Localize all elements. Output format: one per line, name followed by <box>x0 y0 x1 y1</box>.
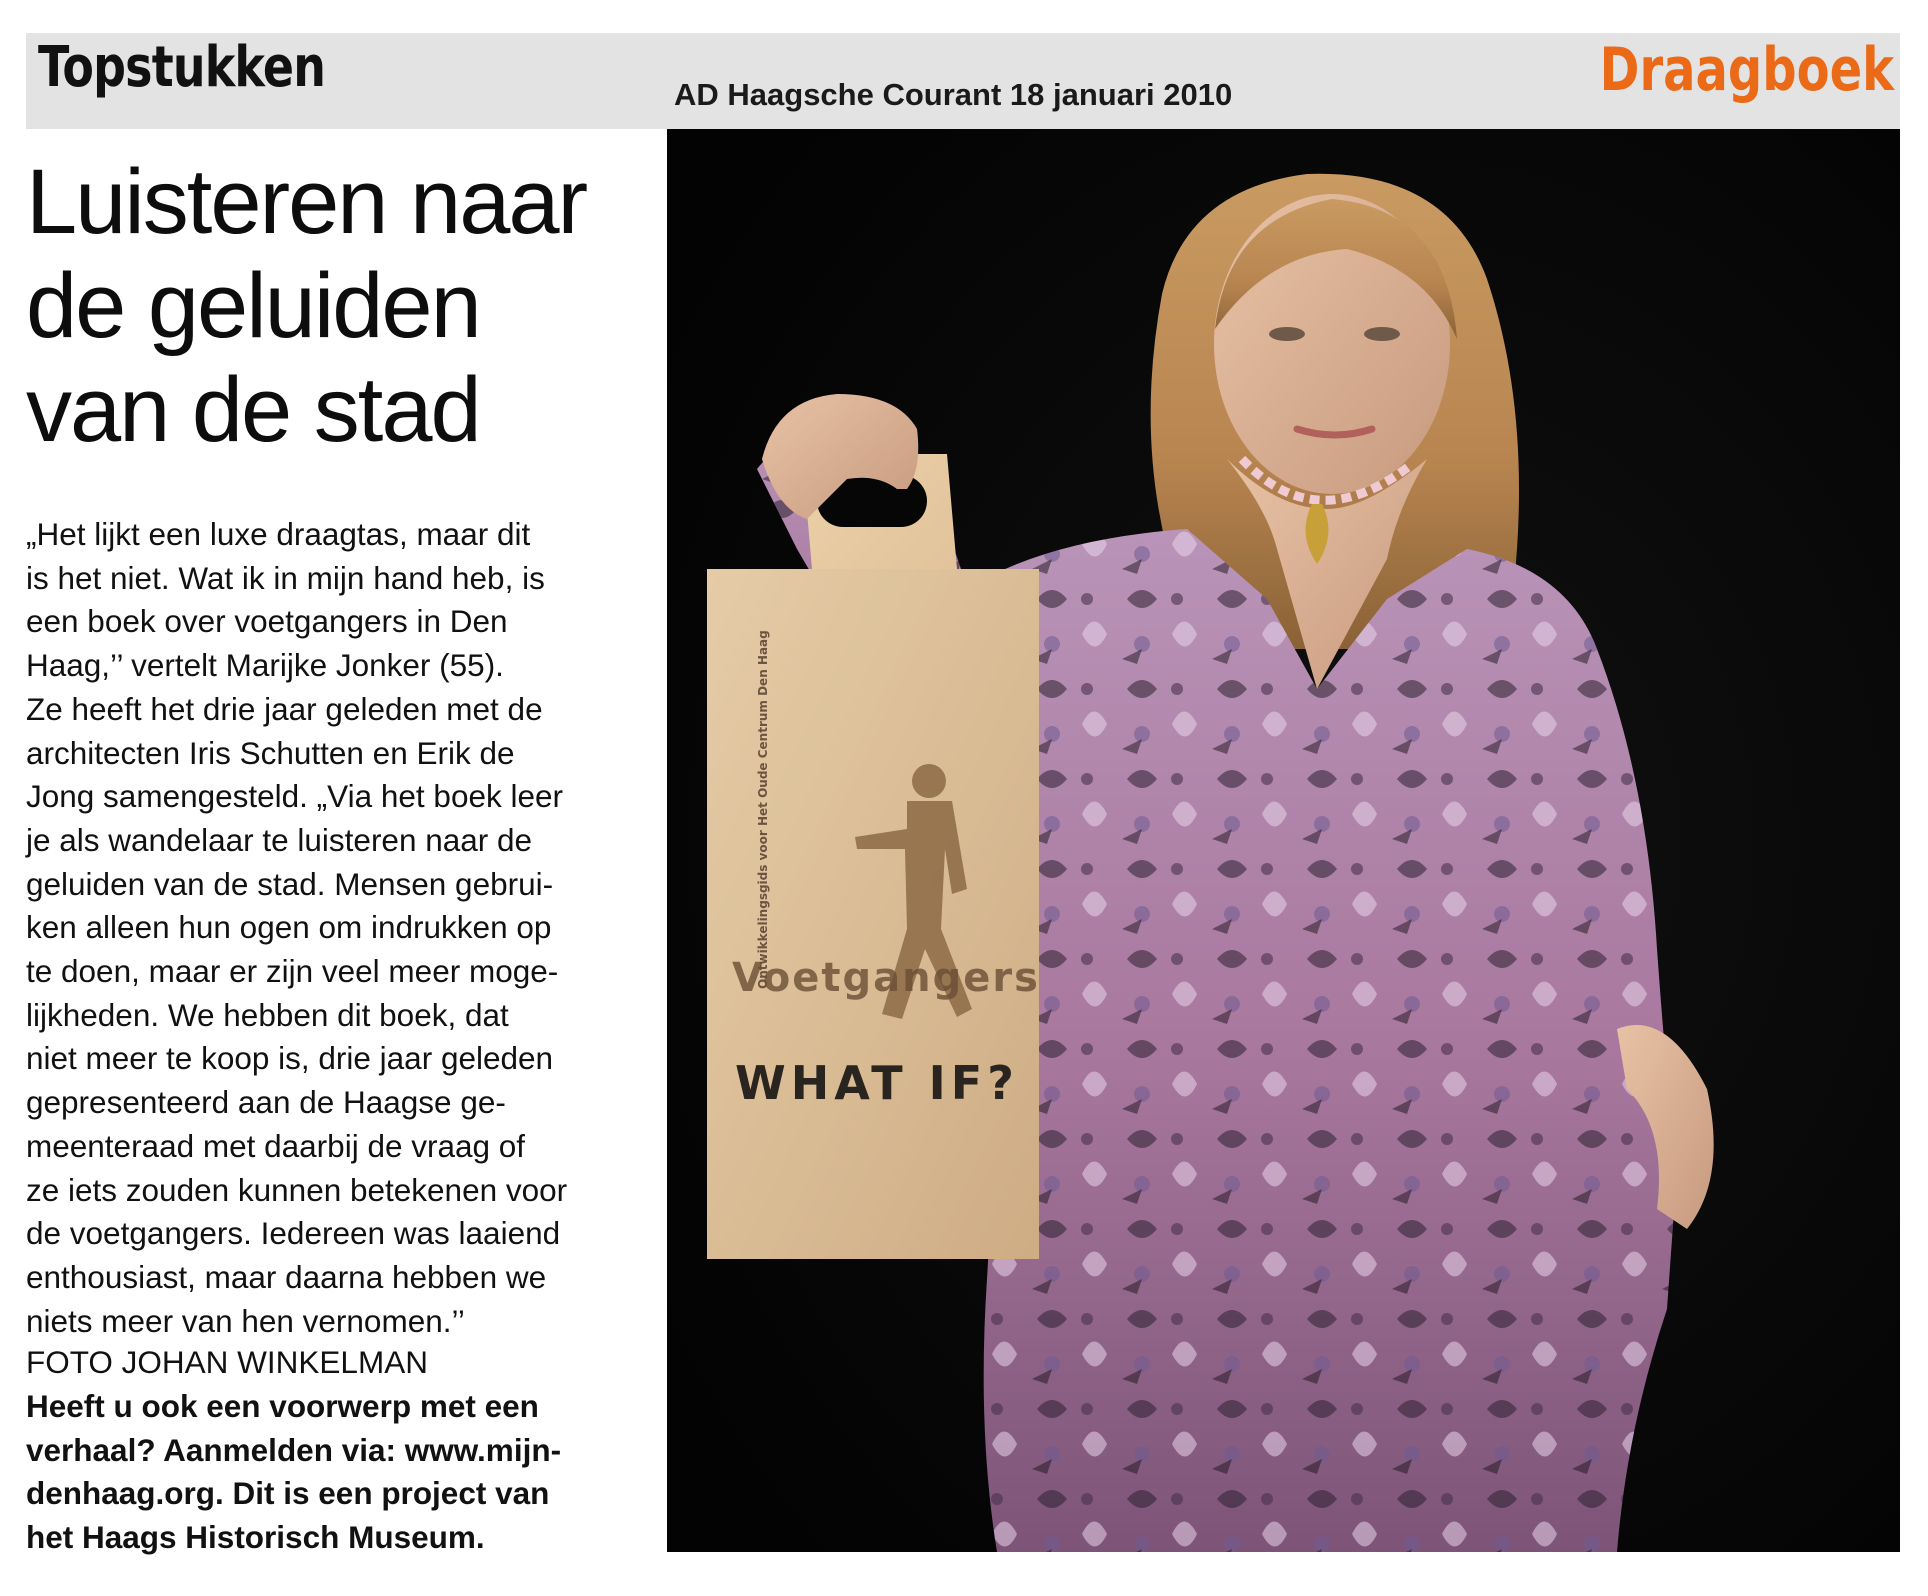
bag-spine-text: Ontwikkelingsgids voor Het Oude Centrum Den Haag <box>756 630 770 989</box>
source-line: AD Haagsche Courant 18 januari 2010 <box>674 77 1233 112</box>
photo-credit: FOTO JOHAN WINKELMAN <box>26 1344 428 1380</box>
body-line: niets meer van hen vernomen.’’ <box>26 1302 465 1339</box>
body-line: ze iets zouden kunnen betekenen voor <box>26 1171 568 1208</box>
body-line: ken alleen hun ogen om indrukken op <box>26 909 552 946</box>
body-line: enthousiast, maar daarna hebben we <box>26 1258 547 1295</box>
section-label: Topstukken <box>38 35 326 100</box>
left-eye <box>1269 327 1305 341</box>
headline-line: de geluiden <box>26 255 480 357</box>
body-line: een boek over voetgangers in Den <box>26 603 508 640</box>
right-eye <box>1364 327 1400 341</box>
header-bar <box>26 33 1900 129</box>
body-line: „Het lijkt een luxe draagtas, maar dit <box>26 516 531 552</box>
body-line: Ze heeft het drie jaar geleden met de <box>26 690 543 727</box>
callout-line: Heeft u ook een voorwerp met een <box>26 1388 539 1424</box>
body-line: gepresenteerd aan de Haagse ge- <box>26 1084 506 1121</box>
headline-line: Luisteren naar <box>26 151 587 253</box>
bag-subtitle: WHAT IF? <box>735 1056 1019 1110</box>
callout-line: denhaag.org. Dit is een project van <box>26 1475 550 1512</box>
body-line: niet meer te koop is, drie jaar geleden <box>26 1040 554 1077</box>
body-line: architecten Iris Schutten en Erik de <box>26 734 515 771</box>
body-line: Jong samengesteld. „Via het boek leer <box>26 778 564 815</box>
body-line: de voetgangers. Iedereen was laaiend <box>26 1215 561 1252</box>
category-label: Draagboek <box>1599 35 1894 105</box>
body-line: meenteraad met daarbij de vraag of <box>26 1127 526 1164</box>
bag-title: Voetgangers <box>732 955 1040 1001</box>
article-body <box>26 513 656 1343</box>
headline-line: van de stad <box>26 359 480 461</box>
headline <box>26 150 666 462</box>
body-line: te doen, maar er zijn veel meer moge- <box>26 953 559 990</box>
callout-line: verhaal? Aanmelden via: www.mijn- <box>26 1431 562 1468</box>
body-line: lijkheden. We hebben dit boek, dat <box>26 996 509 1033</box>
body-line: je als wandelaar te luisteren naar de <box>26 821 533 858</box>
photo-illustration <box>667 129 1900 1552</box>
callout <box>26 1385 666 1560</box>
callout-line: het Haags Historisch Museum. <box>26 1519 485 1556</box>
body-line: is het niet. Wat ik in mijn hand heb, is <box>26 559 545 596</box>
photo <box>667 129 1900 1552</box>
body-line: geluiden van de stad. Mensen gebrui- <box>26 865 554 902</box>
body-line: Haag,’’ vertelt Marijke Jonker (55). <box>26 647 504 684</box>
